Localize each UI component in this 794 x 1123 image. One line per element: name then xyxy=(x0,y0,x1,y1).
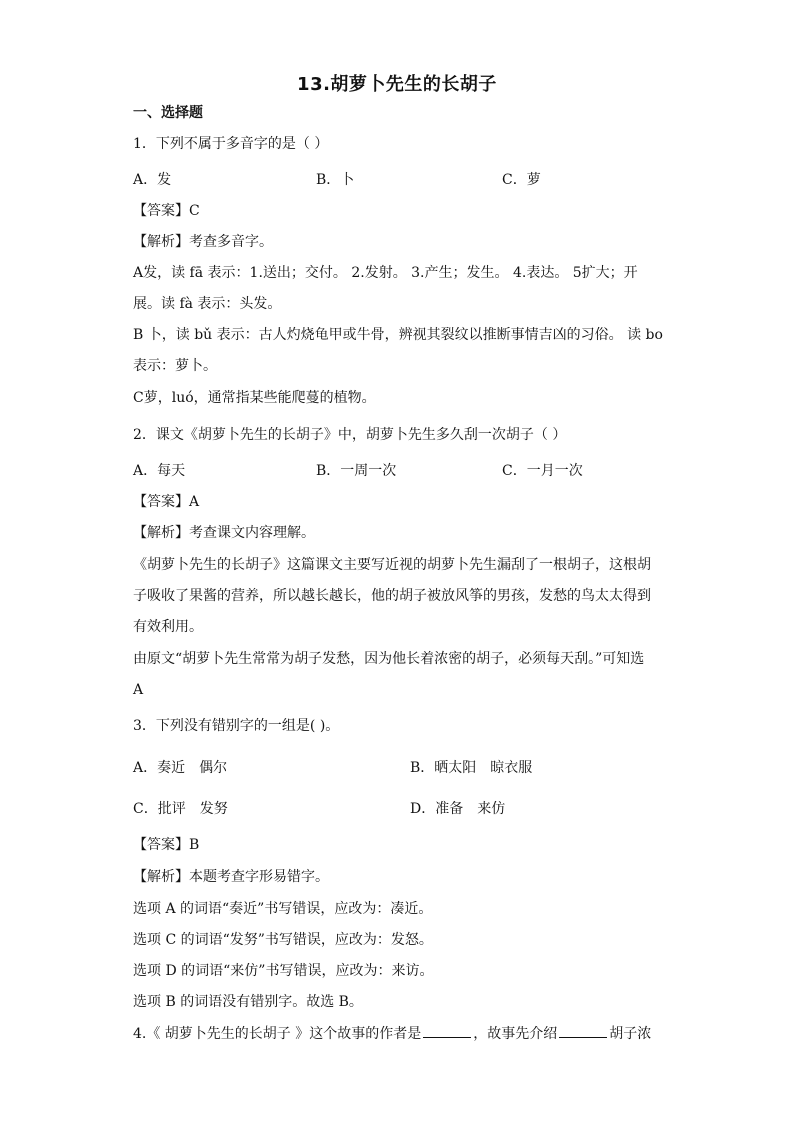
question-3-explanation-line: 选项 A 的词语“奏近”书写错误，应改为：凑近。 xyxy=(133,901,433,917)
question-1-explanation-line: 展。读 fà 表示：头发。 xyxy=(133,296,282,312)
question-1-answer: 【答案】C xyxy=(133,203,200,219)
question-1-option-a: A．发 xyxy=(133,172,172,188)
fill-blank[interactable] xyxy=(423,1025,471,1038)
question-3-option-c: C．批评 发努 xyxy=(133,801,228,817)
question-2-option-b: B．一周一次 xyxy=(316,463,397,479)
question-4-stem xyxy=(133,1024,651,1044)
question-2-explanation-line: 《胡萝卜先生的长胡子》这篇课文主要写近视的胡萝卜先生漏刮了一根胡子，这根胡 xyxy=(133,557,651,573)
question-3-option-a: A．奏近 偶尔 xyxy=(133,760,228,776)
question-2-option-a: A．每天 xyxy=(133,463,186,479)
question-4-text: 胡子浓 xyxy=(609,1026,652,1042)
question-1-option-c: C．萝 xyxy=(502,172,541,188)
question-4-text: ，故事先介绍 xyxy=(473,1026,558,1042)
question-3-explanation-line: 选项 D 的词语“来仿”书写错误，应改为：来访。 xyxy=(133,963,434,979)
question-1-explanation-line: 表示：萝卜。 xyxy=(133,358,217,374)
question-1-explanation-line: A发，读 fā 表示：1.送出；交付。 2.发射。 3.产生；发生。 4.表达。 5扩大；开 xyxy=(133,265,638,281)
question-1-stem: 1．下列不属于多音字的是（ ） xyxy=(133,136,329,152)
question-3-explanation-title: 【解析】本题考查字形易错字。 xyxy=(133,869,329,885)
question-2-explanation-line: 由原文“胡萝卜先生常常为胡子发愁，因为他长着浓密的胡子，必须每天刮。”可知选 xyxy=(133,651,645,667)
question-2-option-c: C．一月一次 xyxy=(502,463,583,479)
question-1-explanation-line: B 卜，读 bǔ 表示：古人灼烧龟甲或牛骨，辨视其裂纹以推断事情吉凶的习俗。 读 bo xyxy=(133,327,663,343)
question-4-text: 4.《 胡萝卜先生的长胡子 》这个故事的作者是 xyxy=(133,1026,422,1042)
question-2-explanation-title: 【解析】考查课文内容理解。 xyxy=(133,525,315,541)
fill-blank[interactable] xyxy=(559,1025,607,1038)
question-3-explanation-line: 选项 C 的词语“发努”书写错误，应改为：发怒。 xyxy=(133,932,433,948)
question-2-explanation-line: 有效利用。 xyxy=(133,619,203,635)
question-3-answer: 【答案】B xyxy=(133,837,200,853)
question-2-stem: 2．课文《胡萝卜先生的长胡子》中，胡萝卜先生多久刮一次胡子（ ） xyxy=(133,427,567,443)
section-heading: 一、选择题 xyxy=(133,105,203,121)
question-2-explanation-line: 子吸收了果酱的营养，所以越长越长，他的胡子被放风筝的男孩，发愁的鸟太太得到 xyxy=(133,588,651,604)
question-1-option-b: B．卜 xyxy=(316,172,355,188)
question-2-explanation-line: A xyxy=(133,682,144,698)
question-3-stem: 3．下列没有错别字的一组是( )。 xyxy=(133,718,340,734)
page-title: 13.胡萝卜先生的长胡子 xyxy=(297,74,497,95)
question-2-answer: 【答案】A xyxy=(133,494,200,510)
question-1-explanation-title: 【解析】考查多音字。 xyxy=(133,234,273,250)
question-3-explanation-line: 选项 B 的词语没有错别字。故选 B。 xyxy=(133,994,363,1010)
question-1-explanation-line: C萝，luó，通常指某些能爬蔓的植物。 xyxy=(133,390,376,406)
question-3-option-b: B．晒太阳 晾衣服 xyxy=(410,760,533,776)
question-3-option-d: D．准备 来仿 xyxy=(410,801,506,817)
